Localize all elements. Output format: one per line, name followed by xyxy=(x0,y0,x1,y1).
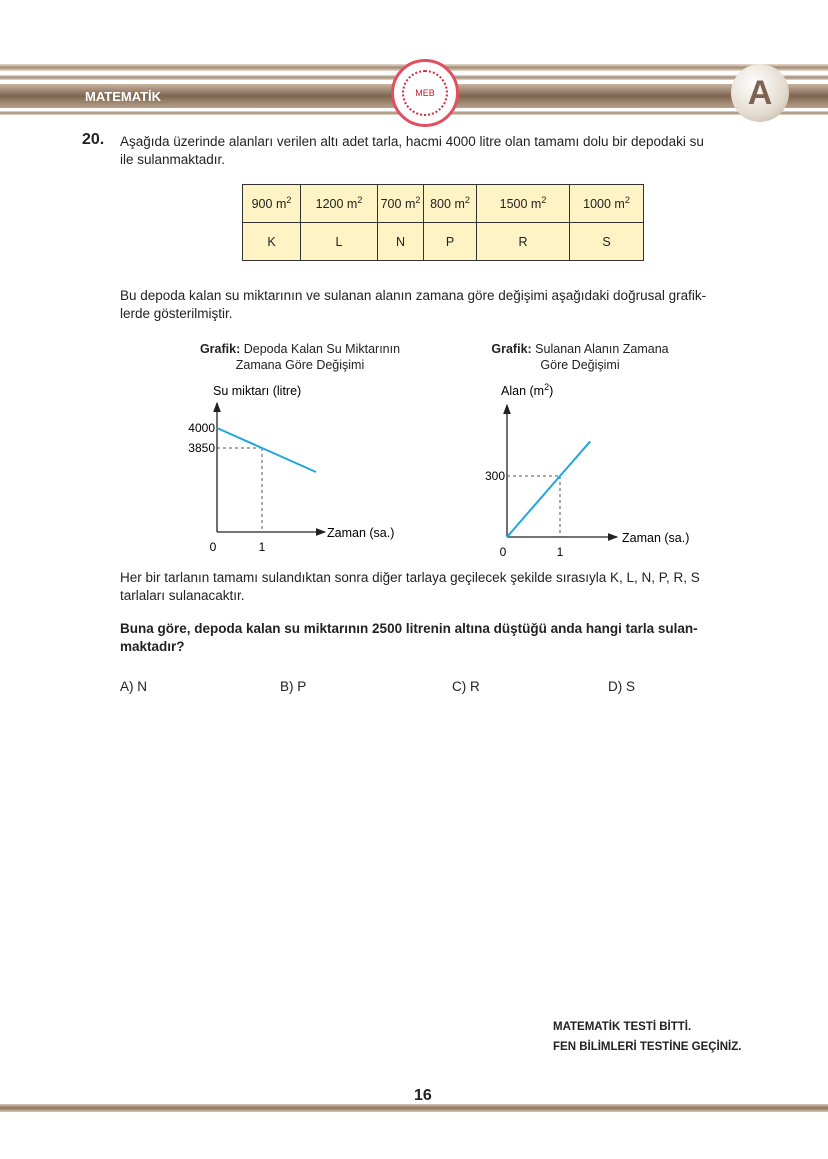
text-line: Her bir tarlanın tamamı sulandıktan sonra diğer tarlaya geçilecek şekilde sırasıyla K, L, N, P, R, S xyxy=(120,570,700,585)
text-line: Buna göre, depoda kalan su miktarının 2500 litrenin altına düştüğü anda hangi tarla sulan- xyxy=(120,621,698,636)
option-b[interactable]: B) P xyxy=(280,679,307,694)
text-line: ile sulanmaktadır. xyxy=(120,152,226,167)
chart2-title: Grafik: Sulanan Alanın Zamana Göre Değişimi xyxy=(491,342,669,372)
text-line: Bu depoda kalan su miktarının ve sulanan alanın zamana göre değişimi aşağıdaki doğrusal grafik- xyxy=(120,288,707,303)
y-axis-label: Alan $(m^2)$ xyxy=(501,382,554,398)
footer-band xyxy=(0,1104,828,1112)
field-name-l: L xyxy=(301,223,378,261)
option-c[interactable]: C) R xyxy=(452,679,480,694)
question-number: 20. xyxy=(82,131,105,148)
x-axis-label: Zaman (sa.) xyxy=(327,526,395,540)
text-line: tarlaları sulanacaktır. xyxy=(120,588,245,603)
field-area-k: 900 $m^2$ xyxy=(243,185,301,223)
paragraph-order xyxy=(120,569,700,605)
field-name-r: R xyxy=(477,223,570,261)
option-d[interactable]: D) S xyxy=(608,679,635,694)
field-area-n: 700 $m^2$ xyxy=(378,185,424,223)
data-line xyxy=(217,428,316,472)
x-axis-label: Zaman (sa.) xyxy=(622,531,690,545)
test-end-text: MATEMATİK TESTİ BİTTİ. xyxy=(553,1021,692,1033)
field-name-n: N xyxy=(378,223,424,261)
text-line: maktadır? xyxy=(120,639,185,654)
text-line: lerde gösterilmiştir. xyxy=(120,306,233,321)
field-area-r: 1500 $m^2$ xyxy=(477,185,570,223)
origin-label: 0 xyxy=(499,545,507,559)
booklet-type-badge: A xyxy=(731,64,789,122)
y-tick-label: 300 xyxy=(484,469,505,483)
option-a[interactable]: A) N xyxy=(120,679,147,694)
y-axis-label: Su miktarı (litre) xyxy=(213,384,302,398)
x-tick-label: 1 xyxy=(556,545,564,559)
field-name-s: S xyxy=(570,223,644,261)
page-number: 16 xyxy=(414,1087,432,1104)
field-area-s: 1000 $m^2$ xyxy=(570,185,644,223)
next-test-text: FEN BİLİMLERİ TESTİNE GEÇİNİZ. xyxy=(553,1041,742,1053)
seal-emblem-icon: MEB xyxy=(402,70,448,116)
text-line: Aşağıda üzerinde alanları verilen altı adet tarla, hacmi 4000 litre olan tamamı dolu bir depodaki su xyxy=(120,134,704,149)
field-name-p: P xyxy=(424,223,477,261)
x-tick-label: 1 xyxy=(258,540,266,554)
subject-title: MATEMATİK xyxy=(85,89,162,104)
data-line xyxy=(507,441,590,537)
y-tick-label: 4000 xyxy=(188,421,215,435)
field-name-k: K xyxy=(243,223,301,261)
field-area-p: 800 $m^2$ xyxy=(424,185,477,223)
origin-label: 0 xyxy=(209,540,217,554)
chart1-title: Grafik: Depoda Kalan Su Miktarının Zamana Göre Değişimi xyxy=(199,342,401,372)
y-tick-label: 3850 xyxy=(188,441,215,455)
field-area-l: 1200 $m^2$ xyxy=(301,185,378,223)
question-prompt xyxy=(120,620,698,656)
footer-note xyxy=(553,1017,741,1057)
